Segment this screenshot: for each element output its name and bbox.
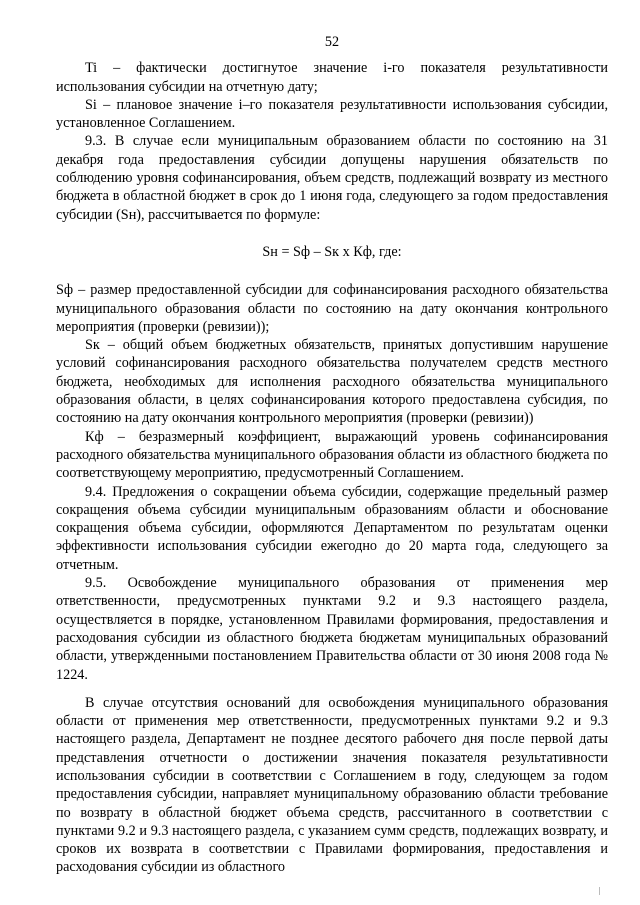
paragraph-9-4: 9.4. Предложения о сокращении объема субсидии, содержащие предельный размер сокращения объема субсидии муниципальным образованиям области и обоснование сокращения объема субсидии, оформляются Департаментом по результатам оценки эффективности использования субсидии ежегодно до 20 марта года, следующего за отчетным. [56,483,608,573]
paragraph-spacer [56,684,608,694]
paragraph-9-3: 9.3. В случае если муниципальным образованием области по состоянию на 31 декабря года предоставления субсидии допущены нарушения обязательств по соблюдению уровня софинансирования, объем средств, подлежащий возврату из местного бюджета в областной бюджет в срок до 1 июня года, следующего за годом предоставления субсидии (Sн), рассчитывается по формуле: [56,133,608,223]
paragraph-refund-requirement: В случае отсутствия оснований для освобождения муниципального образования области от применения мер ответственности, предусмотренных пунктами 9.2 и 9.3 настоящего раздела, Департамент не позднее десятого рабочего дня после первой даты представления отчетности о достижении значения показателя результативности использования субсидии в соответствии с Соглашением в году, следующем за годом предоставления субсидии, направляет муниципальному образованию области требование по возврату в областной бюджет объема средств, рассчитанного в соответствии с пунктами 9.2 и 9.3 настоящего раздела, с указанием сумм средств, подлежащих возврату, и сроков их возврата в соответствии с Правилами формирования, предоставления и расходования субсидии из областного [56,694,608,876]
document-page [56,33,608,877]
page-number: 52 [324,34,340,50]
paragraph-kf-definition: Кф – безразмерный коэффициент, выражающий уровень софинансирования расходного обязательства муниципального образования области из областного бюджета по соответствующему мероприятию, предусмотренный Соглашением. [56,428,608,482]
paragraph-si-definition: Si – плановое значение i–го показателя результативности использования субсидии, установленное Соглашением. [56,96,608,132]
paragraph-sf-definition: Sф – размер предоставленной субсидии для софинансирования расходного обязательства муниципального образования области по состоянию на дату окончания контрольного мероприятия (проверки (ревизии)); [56,282,608,335]
formula: Sн = Sф – Sк х Кф, где: [262,243,402,260]
paragraph-ti-definition: Ti – фактически достигнутое значение i-го показателя результативности использования субсидии на отчетную дату; [56,60,608,95]
paragraph-sk-definition: Sк – общий объем бюджетных обязательств, принятых допустившим нарушение условий софинансирования расходного обязательства получателем средств местного бюджета, необходимых для исполнения расходного обязательства муниципального образования области, в целях софинансирования которого предоставлена субсидия, по состоянию на дату окончания контрольного мероприятия (проверки (ревизии)) [56,337,608,427]
scan-mark [599,887,600,895]
paragraph-9-5: 9.5. Освобождение муниципального образования от применения мер ответственности, предусмотренных пунктами 9.2 и 9.3 настоящего раздела, осуществляется в порядке, установленном Правилами формирования, предоставления и расходования субсидии из областного бюджета бюджетам муниципальных образований области, утвержденными постановлением Правительства области от 30 июня 2008 года № 1224. [56,575,608,683]
